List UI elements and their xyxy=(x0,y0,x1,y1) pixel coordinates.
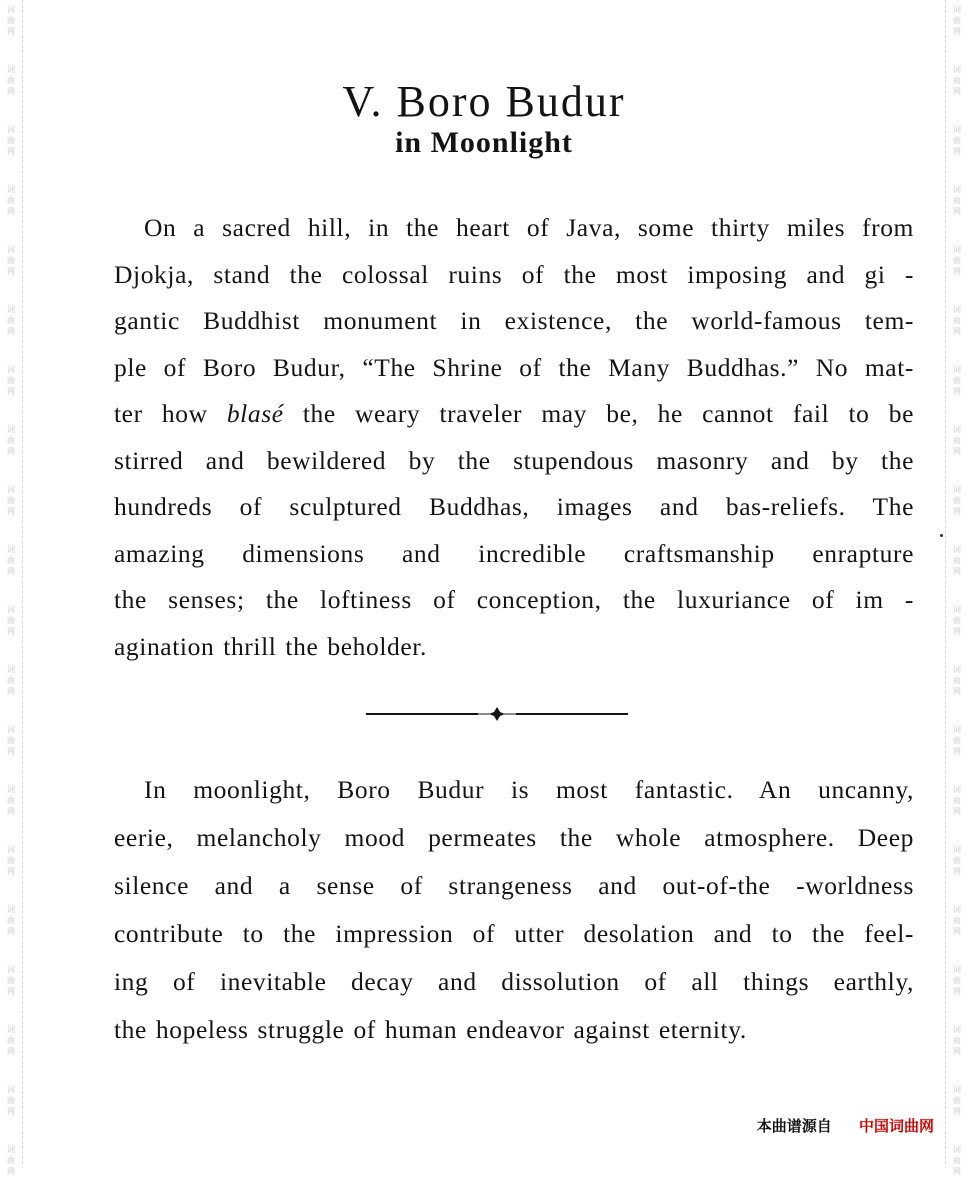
right-watermark-strip xyxy=(945,0,968,1176)
watermark-glyph: 词 曲 网 xyxy=(7,305,15,336)
watermark-glyph: 词 曲 网 xyxy=(953,1025,961,1056)
watermark-glyph: 词 曲 网 xyxy=(7,425,15,456)
watermark-glyph: 词 曲 网 xyxy=(7,965,15,996)
watermark-glyph: 词 曲 网 xyxy=(953,545,961,576)
watermark-glyph: 词 曲 网 xyxy=(953,725,961,756)
watermark-glyph: 词 曲 网 xyxy=(7,5,15,36)
divider-ornament-icon xyxy=(489,707,505,721)
text-line: contribute to the impression of utter desolation and to the feel- xyxy=(114,919,914,948)
watermark-glyph: 词 曲 网 xyxy=(953,905,961,936)
site-name-link[interactable]: 中国词曲网 xyxy=(858,1117,934,1135)
paragraph-one xyxy=(84,205,914,670)
page-subtitle: in Moonlight xyxy=(395,126,573,159)
italic-word: blasé xyxy=(226,399,284,428)
watermark-glyph: 词 曲 网 xyxy=(953,485,961,516)
watermark-glyph: 词 曲 网 xyxy=(7,185,15,216)
text-line: gantic Buddhist monument in existence, the world-famous tem- xyxy=(114,306,914,335)
watermark-glyph: 词 曲 网 xyxy=(953,1085,961,1116)
text-line: Djokja, stand the colossal ruins of the most imposing and gi - xyxy=(114,259,914,289)
source-label: 本曲谱源自 xyxy=(756,1117,832,1135)
watermark-glyph: 词 曲 网 xyxy=(953,1145,961,1176)
watermark-glyph: 词 曲 网 xyxy=(953,845,961,876)
watermark-glyph: 词 曲 网 xyxy=(7,1085,15,1116)
text-line: ple of Boro Budur, “The Shrine of the Many Buddhas.” No mat- xyxy=(114,352,914,382)
watermark-glyph: 词 曲 网 xyxy=(953,965,961,996)
watermark-glyph: 词 曲 网 xyxy=(7,665,15,696)
left-watermark-strip xyxy=(0,0,23,1176)
page-title: V. Boro Budur xyxy=(342,77,626,126)
text-line: the senses; the loftiness of conception, the luxuriance of im - xyxy=(114,585,914,614)
text-line: the hopeless struggle of human endeavor against eternity. xyxy=(114,1015,747,1044)
paragraph-two xyxy=(84,766,914,1054)
watermark-glyph: 词 曲 网 xyxy=(7,485,15,516)
text-line: stirred and bewildered by the stupendous masonry and by the xyxy=(114,445,914,475)
text-line: ing of inevitable decay and dissolution of all things earthly, xyxy=(114,967,914,996)
watermark-glyph: 词 曲 网 xyxy=(953,245,961,276)
source-footer xyxy=(757,1115,934,1136)
watermark-glyph: 词 曲 网 xyxy=(953,65,961,96)
watermark-glyph: 词 曲 网 xyxy=(953,365,961,396)
watermark-glyph: 词 曲 网 xyxy=(7,605,15,636)
watermark-glyph: 词 曲 网 xyxy=(953,665,961,696)
watermark-glyph: 词 曲 网 xyxy=(7,125,15,156)
watermark-glyph: 词 曲 网 xyxy=(7,365,15,396)
text-line: In moonlight, Boro Budur is most fantastic. An uncanny, xyxy=(144,775,914,804)
ornamental-divider xyxy=(366,706,628,722)
text-line: amazing dimensions and incredible craftsmanship enrapture xyxy=(114,538,914,568)
text-line: eerie, melancholy mood permeates the whole atmosphere. Deep xyxy=(114,823,914,852)
watermark-glyph: 词 曲 网 xyxy=(7,1025,15,1056)
text-line: agination thrill the beholder. xyxy=(114,631,427,661)
watermark-glyph: 词 曲 网 xyxy=(953,125,961,156)
text-line: silence and a sense of strangeness and out-of-the -worldness xyxy=(114,871,914,900)
watermark-glyph: 词 曲 网 xyxy=(7,1145,15,1176)
watermark-glyph: 词 曲 网 xyxy=(953,5,961,36)
watermark-glyph: 词 曲 网 xyxy=(953,305,961,336)
text-line: On a sacred hill, in the heart of Java, some thirty miles from xyxy=(144,213,914,242)
watermark-glyph: 词 曲 网 xyxy=(7,65,15,96)
watermark-glyph: 词 曲 网 xyxy=(7,845,15,876)
watermark-glyph: 词 曲 网 xyxy=(7,785,15,816)
watermark-glyph: 词 曲 网 xyxy=(7,245,15,276)
watermark-glyph: 词 曲 网 xyxy=(7,905,15,936)
stray-mark xyxy=(940,534,943,537)
watermark-glyph: 词 曲 网 xyxy=(953,605,961,636)
watermark-glyph: 词 曲 网 xyxy=(7,545,15,576)
text-line: hundreds of sculptured Buddhas, images and bas-reliefs. The xyxy=(114,492,914,521)
watermark-glyph: 词 曲 网 xyxy=(7,725,15,756)
watermark-glyph: 词 曲 网 xyxy=(953,425,961,456)
watermark-glyph: 词 曲 网 xyxy=(953,185,961,216)
text-line: ter how blasé the weary traveler may be, he cannot fail to be xyxy=(114,399,914,428)
watermark-glyph: 词 曲 网 xyxy=(953,785,961,816)
